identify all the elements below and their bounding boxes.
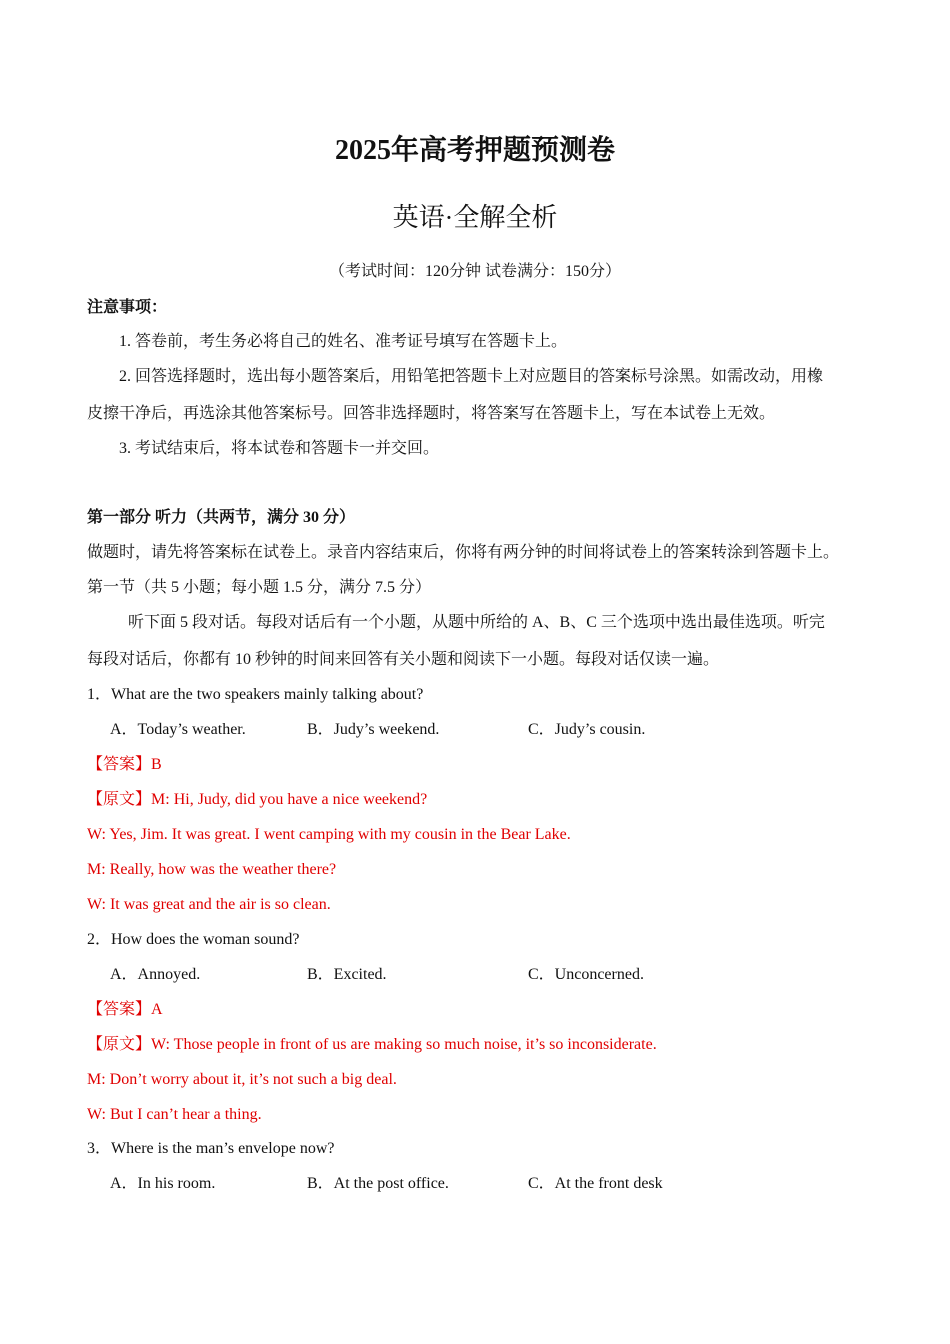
- exam-info: （考试时间：120分钟 试卷满分：150分）: [328, 263, 621, 280]
- question-1-transcript-line-3: M: Really, how was the weather there?: [87, 861, 337, 878]
- question-2-transcript-line-3: W: But I can’t hear a thing.: [87, 1106, 262, 1123]
- question-2-answer: 【答案】A: [87, 1001, 163, 1018]
- question-3-stem: 3．Where is the man’s envelope now?: [87, 1140, 335, 1157]
- notice-item-3: 3. 考试结束后，将本试卷和答题卡一并交回。: [119, 440, 440, 457]
- part1-instruction: 做题时，请先将答案标在试卷上。录音内容结束后，你将有两分钟的时间将试卷上的答案转涂到答题卡上。: [87, 544, 840, 561]
- directions-line-1: 听下面 5 段对话。每段对话后有一个小题，从题中所给的 A、B、C 三个选项中选出最佳选项。听完: [128, 614, 825, 631]
- page-subtitle: 英语·全解全析: [392, 203, 558, 232]
- question-3-option-b: B．At the post office.: [307, 1175, 449, 1192]
- question-2-transcript-line-1: [87, 1035, 657, 1055]
- notice-item-1: 1. 答卷前，考生务必将自己的姓名、准考证号填写在答题卡上。: [119, 333, 568, 350]
- notice-heading: 注意事项：: [87, 299, 168, 316]
- question-1-stem: 1．What are the two speakers mainly talking about?: [87, 686, 424, 703]
- transcript-label: 【原文】: [87, 1036, 152, 1053]
- transcript-text: M: Hi, Judy, did you have a nice weekend?: [151, 791, 428, 808]
- transcript-text: W: Those people in front of us are making so much noise, it’s so inconsiderate.: [151, 1036, 657, 1053]
- question-1-transcript-line-4: W: It was great and the air is so clean.: [87, 896, 331, 913]
- question-1-answer: 【答案】B: [87, 756, 162, 773]
- question-1-option-a: A．Today’s weather.: [110, 721, 246, 738]
- question-3-option-c: C．At the front desk: [528, 1175, 663, 1192]
- page-title: 2025年高考押题预测卷: [334, 135, 615, 166]
- question-1-option-b: B．Judy’s weekend.: [307, 721, 440, 738]
- notice-item-2-line-1: 2. 回答选择题时，选出每小题答案后，用铅笔把答题卡上对应题目的答案标号涂黑。如需改动，用橡: [119, 368, 824, 385]
- question-2-option-a: A．Annoyed.: [110, 966, 201, 983]
- part1-heading: 第一部分 听力（共两节，满分 30 分）: [87, 509, 356, 526]
- question-1-option-c: C．Judy’s cousin.: [528, 721, 646, 738]
- question-2-option-c: C．Unconcerned.: [528, 966, 644, 983]
- section1-heading: 第一节（共 5 小题；每小题 1.5 分，满分 7.5 分）: [87, 579, 432, 596]
- question-2-option-b: B．Excited.: [307, 966, 387, 983]
- notice-item-2-line-2: 皮擦干净后，再选涂其他答案标号。回答非选择题时，将答案写在答题卡上，写在本试卷上无效。: [87, 405, 776, 422]
- transcript-label: 【原文】: [87, 791, 152, 808]
- question-1-transcript-line-1: [87, 790, 427, 810]
- question-3-option-a: A．In his room.: [110, 1175, 216, 1192]
- question-1-transcript-line-2: W: Yes, Jim. It was great. I went camping with my cousin in the Bear Lake.: [87, 826, 571, 843]
- question-2-transcript-line-2: M: Don’t worry about it, it’s not such a big deal.: [87, 1071, 397, 1088]
- question-2-stem: 2．How does the woman sound?: [87, 931, 300, 948]
- directions-line-2: 每段对话后，你都有 10 秒钟的时间来回答有关小题和阅读下一小题。每段对话仅读一遍。: [87, 651, 720, 668]
